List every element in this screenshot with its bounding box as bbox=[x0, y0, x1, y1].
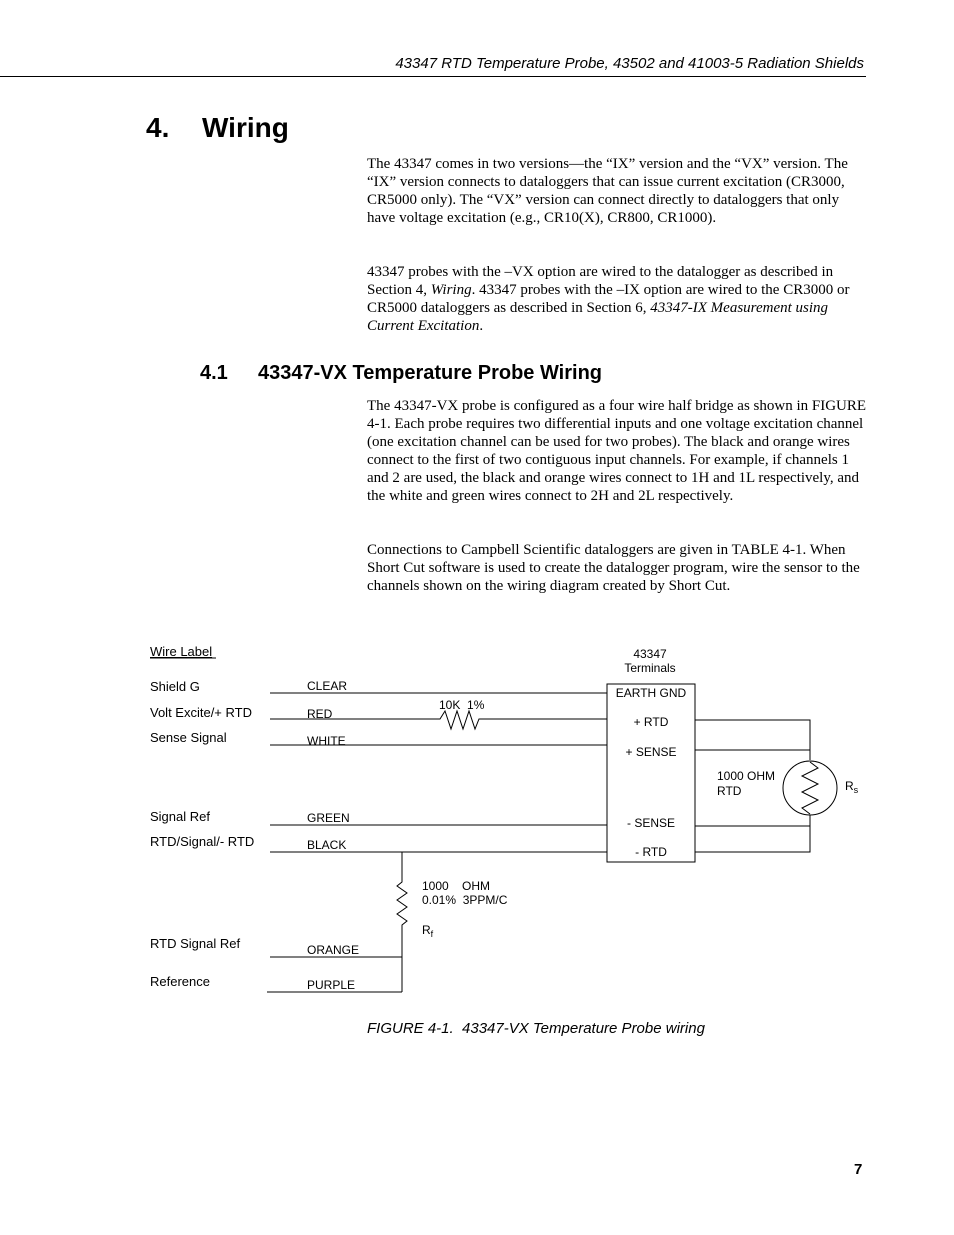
subsection-title: 43347-VX Temperature Probe Wiring bbox=[258, 362, 603, 384]
subsection-number: 4.1 bbox=[200, 362, 228, 384]
header-rule bbox=[0, 76, 866, 77]
terminal-block bbox=[607, 684, 695, 862]
terminal-block-title-1: 43347 bbox=[633, 647, 667, 661]
wire-color-white: WHITE bbox=[307, 734, 346, 748]
subsection-paragraph-1: The 43347-VX probe is configured as a four wire half bridge as shown in FIGURE 4-1. Each probe requires two differential inputs and one voltage excitation channel (one excitation channel can be used for two probes). The black and orange wires connect to the first of two contiguous input channels. For example, if channels 1 and 2 are used, the black and orange wires connect to 1H and 1L respectively, and the white and green wires connect to 2H and 2L respectively. bbox=[367, 398, 867, 504]
intro-p2-italic-wiring: Wiring bbox=[430, 282, 472, 298]
wire-color-purple: PURPLE bbox=[307, 978, 356, 992]
terminal-minus-sense: - SENSE bbox=[626, 816, 676, 830]
wire-label-rtd-signal: RTD/Signal/- RTD bbox=[150, 834, 255, 849]
rtd-label-2: RTD bbox=[717, 784, 742, 798]
terminal-minus-rtd: - RTD bbox=[635, 845, 667, 859]
rs-label-main: R bbox=[845, 779, 854, 793]
intro-paragraph-1: The 43347 comes in two versions—the “IX” version and the “VX” version. The “IX” version connects to dataloggers that can issue current excitation (CR3000, CR5000 only). The “VX” version can connect directly to dataloggers that only have voltage excitation (e.g., CR10(X), CR800, CR1000). bbox=[367, 156, 848, 226]
wire-label-heading: Wire Label bbox=[150, 644, 213, 659]
subsection-heading bbox=[200, 362, 602, 385]
wire-color-green: GREEN bbox=[307, 811, 350, 825]
running-header: 43347 RTD Temperature Probe, 43502 and 41003-5 Radiation Shields bbox=[395, 55, 864, 72]
wire-label-sense-signal: Sense Signal bbox=[150, 730, 227, 745]
rtd-label-1: 1000 OHM bbox=[717, 769, 776, 783]
intro-p2-text-e: . bbox=[479, 318, 484, 334]
rf-label bbox=[422, 923, 434, 939]
reference-resistor bbox=[397, 852, 407, 992]
section-heading bbox=[146, 112, 289, 144]
wire-label-shield-g: Shield G bbox=[150, 679, 200, 694]
wire-color-black: BLACK bbox=[307, 838, 347, 852]
wire-color-clear: CLEAR bbox=[307, 679, 348, 693]
terminal-block-title-2: Terminals bbox=[624, 661, 676, 675]
wire-color-red: RED bbox=[307, 707, 333, 721]
rs-label-sub: s bbox=[853, 785, 859, 795]
wire-label-rtd-signal-ref: RTD Signal Ref bbox=[150, 936, 241, 951]
section-title: Wiring bbox=[202, 112, 289, 143]
rtd-lower-lead bbox=[695, 815, 810, 852]
intro-p2-text-c: . 43347 probes with the –IX option are wired to the CR3000 or CR5000 dataloggers as described in Section 6, bbox=[367, 282, 850, 316]
figure-caption: FIGURE 4-1. 43347-VX Temperature Probe wiring bbox=[367, 1020, 705, 1037]
wire-color-orange: ORANGE bbox=[307, 943, 360, 957]
section-number: 4. bbox=[146, 112, 170, 143]
wiring-diagram bbox=[0, 630, 954, 1010]
intro-p2-italic-title: 43347-IX Measurement using Current Excitation bbox=[367, 300, 829, 334]
rtd-sensor-zigzag bbox=[802, 762, 818, 814]
wire-label-signal-ref: Signal Ref bbox=[150, 809, 210, 824]
rf-label-main: R bbox=[422, 923, 431, 937]
terminal-plus-rtd: + RTD bbox=[633, 715, 669, 729]
rf-label-2: 0.01% 3PPM/C bbox=[422, 893, 508, 907]
intro-paragraph-2 bbox=[367, 263, 867, 335]
subsection-paragraph-2: Connections to Campbell Scientific dataloggers are given in TABLE 4-1. When Short Cut software is used to create the datalogger program, wire the sensor to the channels shown on the wiring diagram created by Short Cut. bbox=[367, 542, 860, 594]
terminal-earth-gnd: EARTH GND bbox=[615, 686, 687, 700]
rtd-upper-lead bbox=[695, 720, 810, 760]
page-number: 7 bbox=[854, 1161, 863, 1178]
rf-label-1: 1000 OHM bbox=[422, 879, 491, 893]
intro-p2-text-a: 43347 probes with the –VX option are wired to the datalogger as described in Section 4, bbox=[367, 264, 834, 298]
wire-label-reference: Reference bbox=[150, 974, 210, 989]
rs-label bbox=[845, 779, 859, 795]
rf-label-sub: f bbox=[430, 929, 434, 939]
wire-label-volt-excite: Volt Excite/+ RTD bbox=[150, 705, 252, 720]
resistor-10k-label: 10K 1% bbox=[439, 698, 485, 712]
terminal-plus-sense: + SENSE bbox=[625, 745, 677, 759]
